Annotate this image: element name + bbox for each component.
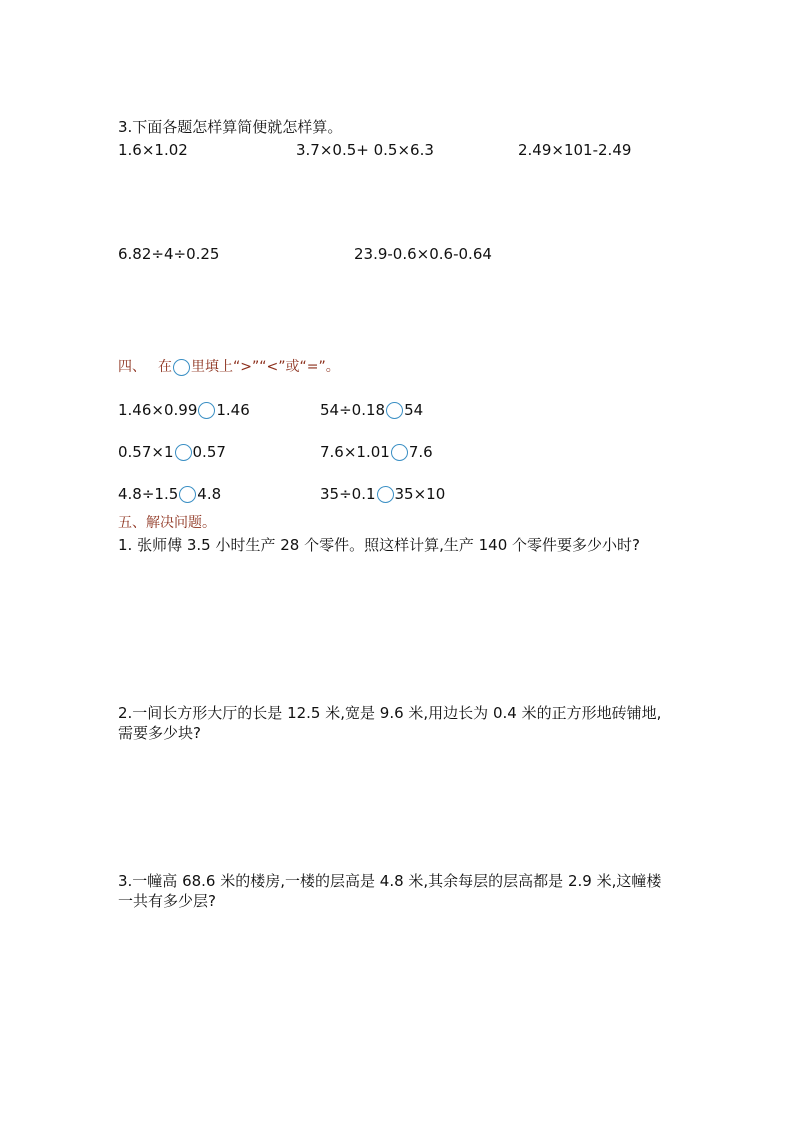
compare-left: 4.8÷1.5 [118, 485, 179, 503]
expression-1-6x1-02: 1.6×1.02 [118, 141, 188, 159]
compare-item [320, 484, 445, 504]
problem-1: 1. 张师傅 3.5 小时生产 28 个零件。照这样计算,生产 140 个零件要多少小时? [118, 536, 640, 554]
compare-left: 54÷0.18 [320, 401, 386, 419]
answer-circle[interactable] [391, 444, 408, 461]
answer-circle[interactable] [179, 486, 196, 503]
compare-item [118, 442, 226, 462]
compare-left: 7.6×1.01 [320, 443, 390, 461]
problem-3-line-1: 3.一幢高 68.6 米的楼房,一楼的层高是 4.8 米,其余每层的层高都是 2.9 米,这幢楼 [118, 872, 662, 890]
compare-item [118, 400, 250, 420]
section4-suffix: 里填上“>”“<”或“=”。 [191, 359, 340, 375]
problem-3-line-2: 一共有多少层? [118, 892, 216, 910]
compare-item [118, 484, 221, 504]
expression-23-9: 23.9-0.6×0.6-0.64 [354, 245, 492, 263]
compare-item [320, 442, 433, 462]
section4-prefix: 在 [158, 359, 172, 375]
compare-right: 7.6 [408, 443, 433, 461]
answer-circle[interactable] [198, 402, 215, 419]
compare-right: 0.57 [192, 443, 226, 461]
compare-right: 35×10 [394, 485, 446, 503]
problem-2-line-1: 2.一间长方形大厅的长是 12.5 米,宽是 9.6 米,用边长为 0.4 米的正方形地砖铺地, [118, 704, 662, 722]
answer-circle[interactable] [175, 444, 192, 461]
expression-2-49x101: 2.49×101-2.49 [518, 141, 632, 159]
answer-circle[interactable] [386, 402, 403, 419]
expression-6-82div4: 6.82÷4÷0.25 [118, 245, 220, 263]
compare-left: 1.46×0.99 [118, 401, 198, 419]
compare-left: 0.57×1 [118, 443, 174, 461]
section4-heading [118, 357, 340, 377]
expression-3-7x0-5: 3.7×0.5+ 0.5×6.3 [296, 141, 434, 159]
compare-right: 54 [404, 401, 424, 419]
part3-title: 3.下面各题怎样算简便就怎样算。 [118, 118, 343, 136]
section4-number: 四、 [118, 359, 146, 375]
circle-icon [173, 359, 190, 376]
compare-right: 4.8 [197, 485, 222, 503]
problem-2-line-2: 需要多少块? [118, 724, 201, 742]
compare-right: 1.46 [216, 401, 250, 419]
answer-circle[interactable] [377, 486, 394, 503]
compare-item [320, 400, 423, 420]
section5-heading: 五、解决问题。 [118, 515, 216, 531]
compare-left: 35÷0.1 [320, 485, 376, 503]
